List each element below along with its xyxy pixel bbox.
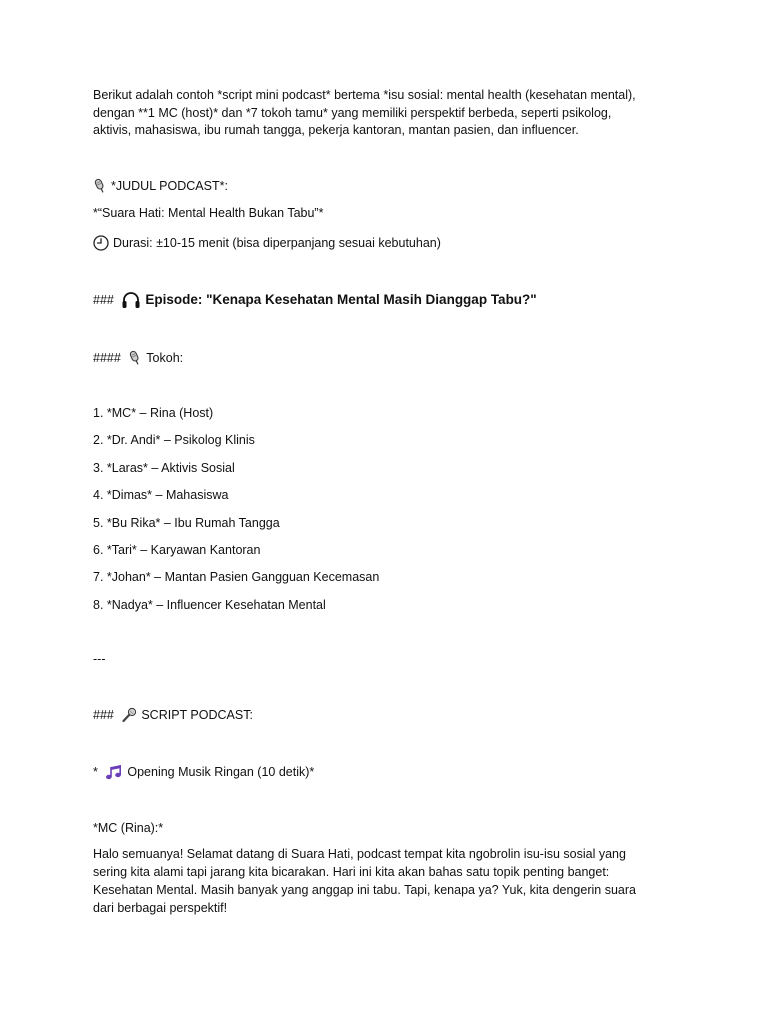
script-label: SCRIPT PODCAST:: [141, 708, 253, 722]
divider: ---: [93, 652, 106, 666]
list-item: 8. *Nadya* – Influencer Kesehatan Mental: [93, 597, 326, 612]
episode-heading: [93, 291, 537, 310]
speech-line: dari berbagai perspektif!: [93, 901, 228, 915]
list-item: 3. *Laras* – Aktivis Sosial: [93, 460, 235, 475]
script-heading: [93, 706, 253, 724]
intro-paragraph: [93, 87, 636, 140]
microphone-icon: [121, 707, 137, 723]
speech-line: Halo semuanya! Selamat datang di Suara Hati, podcast tempat kita ngobrolin isu-isu sosial yang: [93, 847, 626, 861]
durasi-text: Durasi: ±10-15 menit (bisa diperpanjang sesuai kebutuhan): [113, 236, 441, 250]
list-item: 7. *Johan* – Mantan Pasien Gangguan Kecemasan: [93, 570, 380, 585]
speech-line: sering kita alami tapi jarang kita bicarakan. Hari ini kita akan bahas satu topik penting banget:: [93, 865, 610, 879]
studio-microphone-icon: [128, 350, 142, 366]
character-list: [93, 404, 379, 623]
list-item: 4. *Dimas* – Mahasiswa: [93, 488, 229, 503]
list-item: 5. *Bu Rika* – Ibu Rumah Tangga: [93, 515, 280, 530]
list-item: 2. *Dr. Andi* – Psikolog Klinis: [93, 433, 255, 448]
judul-heading: [93, 177, 228, 195]
tokoh-label: Tokoh:: [146, 351, 184, 365]
tokoh-heading: [93, 349, 183, 367]
speech-line: Kesehatan Mental. Masih banyak yang anggap ini tabu. Tapi, kenapa ya? Yuk, kita dengerin suara: [93, 883, 636, 897]
musical-notes-icon: [105, 763, 123, 781]
opening-prefix: *: [93, 765, 98, 779]
speaker-label: *MC (Rina):*: [93, 821, 164, 835]
headphone-icon: [121, 291, 141, 309]
opening-line: [93, 763, 314, 782]
heading-hashes: ###: [93, 708, 114, 722]
list-item: 6. *Tari* – Karyawan Kantoran: [93, 542, 261, 557]
heading-hashes: ####: [93, 351, 121, 365]
judul-label: *JUDUL PODCAST*:: [111, 179, 228, 193]
intro-line: Berikut adalah contoh *script mini podcast* bertema *isu sosial: mental health (kesehatan mental),: [93, 88, 636, 102]
list-item: 1. *MC* – Rina (Host): [93, 406, 214, 420]
judul-value: *“Suara Hati: Mental Health Bukan Tabu”*: [93, 206, 324, 220]
intro-line: aktivis, mahasiswa, ibu rumah tangga, pekerja kantoran, mantan pasien, dan influencer.: [93, 123, 579, 137]
opening-text: Opening Musik Ringan (10 detik)*: [127, 765, 315, 779]
studio-microphone-icon: [93, 178, 107, 194]
heading-hashes: ###: [93, 293, 114, 307]
episode-title: Episode: "Kenapa Kesehatan Mental Masih Dianggap Tabu?": [145, 292, 537, 307]
speech-paragraph: [93, 845, 636, 917]
durasi-line: [93, 234, 441, 252]
intro-line: dengan **1 MC (host)* dan *7 tokoh tamu* yang memiliki perspektif berbeda, seperti psikolog,: [93, 105, 612, 120]
clock-icon: [93, 235, 109, 251]
